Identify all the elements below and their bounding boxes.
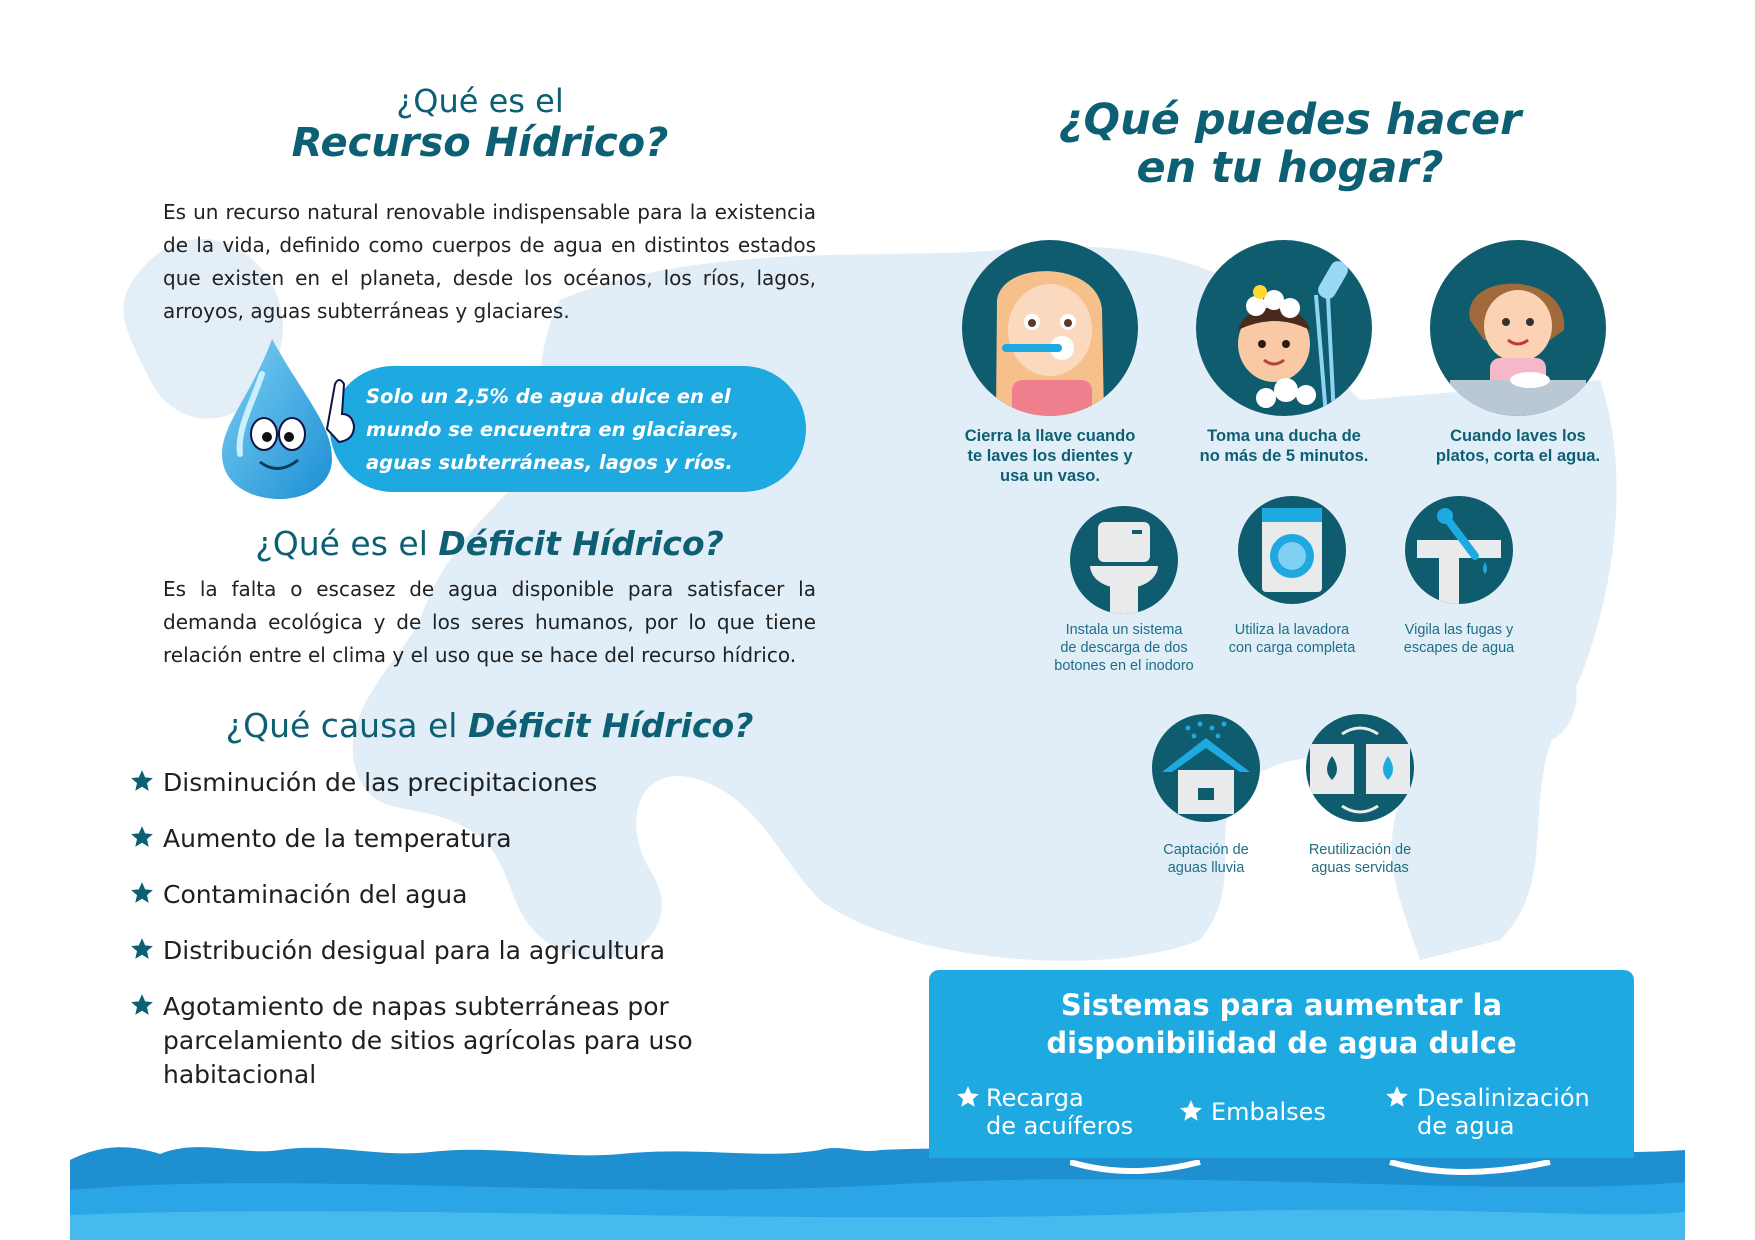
water-reuse-icon: [1306, 714, 1414, 822]
recurso-title-line2: Recurso Hídrico?: [291, 120, 669, 166]
home-title-line2: en tu hogar?: [1136, 143, 1444, 193]
home-title: [1040, 96, 1540, 192]
cause-item: Contaminación del agua: [163, 878, 763, 912]
rain-house-icon: [1152, 714, 1260, 822]
cause-item: Disminución de las precipitaciones: [163, 766, 763, 800]
callout-text: [366, 380, 786, 479]
deficit-title-emph: Déficit Hídrico?: [438, 524, 724, 563]
tip-caption-brushing: Cierra la llave cuando te laves los dientes y usa un vaso.: [964, 427, 1136, 485]
cause-item: Distribución desigual para la agricultura: [163, 934, 763, 968]
home-title-line1: ¿Qué puedes hacer: [1058, 95, 1522, 145]
tip-caption-dishes: Cuando laves los platos, corta el agua.: [1435, 427, 1601, 465]
system-item-embalses: Embalses: [1178, 1098, 1358, 1126]
pipe-wrench-icon: [1405, 496, 1513, 604]
deficit-description: Es la falta o escasez de agua disponible para satisfacer la demanda ecológica y de los seres humanos, por lo que tiene relación entre el clima y el uso que se hace del recurso hídrico.: [163, 577, 816, 667]
causes-list: [163, 766, 763, 1114]
water-drop-mascot-icon: [212, 334, 362, 504]
star-icon: [129, 768, 155, 794]
causes-title-prefix: ¿Qué causa el: [225, 706, 458, 745]
star-icon: [129, 936, 155, 962]
tip-caption-toilet: Instala un sistema de descarga de dos botones en el inodoro: [1054, 622, 1194, 674]
tip-caption-shower: Toma una ducha de no más de 5 minutos.: [1199, 427, 1369, 465]
washing-machine-icon: [1238, 496, 1346, 604]
causes-title-emph: Déficit Hídrico?: [467, 706, 754, 745]
toilet-icon: [1070, 506, 1178, 614]
tip-caption-reuse: Reutilización de aguas servidas: [1308, 842, 1412, 876]
deficit-title-prefix: ¿Qué es el: [255, 524, 428, 563]
recurso-description: Es un recurso natural renovable indispensable para la existencia de la vida, definido como cuerpos de agua en distintos estados que existen en el planeta, desde los océanos, los ríos, lagos, arroyos, aguas subterráneas y glaciares.: [163, 200, 816, 323]
star-icon: [1178, 1098, 1204, 1124]
dish-washing-icon: [1430, 240, 1606, 416]
deficit-title: [163, 524, 816, 563]
tip-caption-washer: Utiliza la lavadora con carga completa: [1228, 622, 1356, 656]
system-item-desalinizacion: Desalinización de agua: [1384, 1084, 1614, 1140]
causes-title: [163, 706, 816, 745]
star-icon: [129, 992, 155, 1018]
panel-foam: [1070, 1160, 1570, 1186]
recurso-title-line1: ¿Qué es el: [396, 82, 564, 120]
cause-item: Aumento de la temperatura: [163, 822, 763, 856]
callout-line-2: mundo se encuentra en glaciares,: [366, 418, 740, 441]
tip-caption-rain: Captación de aguas lluvia: [1163, 842, 1249, 876]
star-icon: [129, 880, 155, 906]
star-icon: [1384, 1084, 1410, 1110]
cause-item: Agotamiento de napas subterráneas por parcelamiento de sitios agrícolas para uso habitacional: [163, 990, 763, 1092]
systems-title: Sistemas para aumentar la disponibilidad de agua dulce: [1046, 988, 1517, 1060]
callout-line-1: Solo un 2,5% de agua dulce en el: [366, 385, 731, 408]
system-item-recarga: Recarga de acuíferos: [955, 1084, 1155, 1140]
star-icon: [129, 824, 155, 850]
star-icon: [955, 1084, 981, 1110]
shower-icon: [1196, 240, 1372, 416]
tip-caption-leaks: Vigila las fugas y escapes de agua: [1403, 622, 1515, 656]
callout-line-3: aguas subterráneas, lagos y ríos.: [366, 451, 733, 474]
brushing-teeth-icon: [962, 240, 1138, 416]
